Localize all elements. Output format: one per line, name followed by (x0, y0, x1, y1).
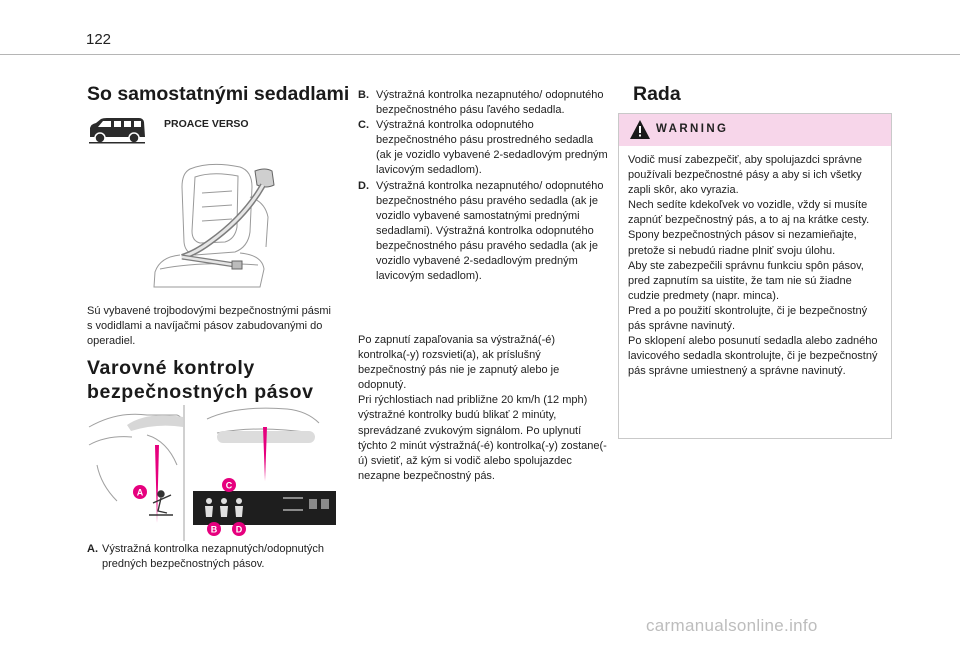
seat-belt-illustration (140, 157, 290, 292)
warning-line: Spony bezpečnostných pásov si nezamieňajte, pretože si nebudú riadne plniť svoju úlohu. (628, 229, 857, 257)
list-item (87, 542, 352, 572)
item-key: C. (358, 119, 369, 132)
warning-line: Aby ste zabezpečili správnu funkciu spôn pásov, pred zapnutím sa uistite, že tam nie sú žiadne cudzie predmety (napr. minca). (628, 259, 864, 302)
section-heading-advice: Rada (633, 83, 681, 105)
section-heading-separate-seats: So samostatnými sedadlami (87, 83, 350, 105)
callout-c: C (225, 480, 233, 491)
item-text: Výstražná kontrolka odopnutého bezpečnostného pásu prostredného sedadla (ak je vozidlo vybavené 2-sedadlovým predným lavicovým sedadlom). (376, 119, 608, 177)
warning-line: Po sklopení alebo posunutí sedadla alebo zadného lavicového sedadla skontrolujte, či je bezpečnostný pás správne umiestnený a správne navinutý. (628, 335, 878, 378)
warning-triangle-icon (629, 119, 651, 140)
item-text: Výstražná kontrolka nezapnutého/ odopnutého bezpečnostného pásu ľavého sedadla. (376, 89, 604, 117)
warning-body (628, 153, 886, 379)
warning-header (619, 114, 891, 146)
warning-line: Pred a po použití skontrolujte, či je bezpečnostný pás správne navinutý. (628, 304, 868, 333)
header-divider (0, 54, 960, 55)
warning-line: Nech sedíte kdekoľvek vo vozidle, vždy si musíte zapnúť bezpečnostný pás, a to aj na krátke cesty. (628, 199, 870, 227)
section-heading-warning-lamps (87, 356, 314, 404)
warning-line: Vodič musí zabezpečiť, aby spolujazdci správne používali bezpečnostné pásy a aby si ich všetky zapli skôr, ako vyrazia. (628, 154, 863, 197)
callout-a: A (136, 487, 144, 498)
item-text: Výstražná kontrolka nezapnutých/odopnutých predných bezpečnostných pásov. (102, 543, 324, 571)
callout-b: B (210, 524, 218, 535)
seat-belt-description: Sú vybavené trojbodovými bezpečnostnými pásmi s vodidlami a navíjačmi pásov zabudovanými do operadiel. (87, 305, 331, 348)
ignition-description (358, 333, 608, 484)
warning-box (618, 113, 892, 439)
list-item (358, 88, 608, 118)
page-number: 122 (86, 31, 112, 48)
item-key: D. (358, 179, 369, 192)
watermark: carmanualsonline.info (646, 616, 818, 635)
list-item (358, 179, 608, 285)
item-key: A. (87, 543, 98, 555)
warning-title: WARNING (656, 123, 729, 135)
caption-list (87, 542, 352, 572)
warning-lamps-illustration (87, 405, 337, 541)
model-label: PROACE VERSO (164, 118, 249, 130)
item-text: Výstražná kontrolka nezapnutého/ odopnutého bezpečnostného pásu pravého sedadla (ak je vozidlo vybavené samostatnými prednými sedadlami). Výstražná kontrolka odopnutého bezpečnostného pásu pravého sedadla (ak je vozidlo vybavené 2-sedadlovým predným lavicovým sedadlom). (376, 179, 604, 283)
item-key: B. (358, 89, 369, 101)
paragraph-speed: Pri rýchlostiach nad približne 20 km/h (12 mph) výstražné kontrolky budú blikať 2 minúty, sprevádzané zvukovým signálom. Po uplynutí týchto 2 minút výstražná(-é) kontrolka(-y) zostane(-ú) svietiť, až kým si vodič alebo spolujazdec nezapne bezpečnostný pás. (358, 394, 607, 482)
list-item (358, 118, 608, 178)
paragraph-ignition: Po zapnutí zapaľovania sa výstražná(-é) kontrolka(-y) rozsvieti(a), ak príslušný bezpečnostný pás nie je zapnutý alebo je odopnutý. (358, 334, 560, 392)
heading-line-1: Varovné kontroly (87, 357, 255, 379)
callout-d: D (235, 524, 243, 535)
heading-line-2: bezpečnostných pásov (87, 381, 314, 403)
van-icon (87, 115, 147, 145)
warning-lamp-list (358, 88, 608, 284)
